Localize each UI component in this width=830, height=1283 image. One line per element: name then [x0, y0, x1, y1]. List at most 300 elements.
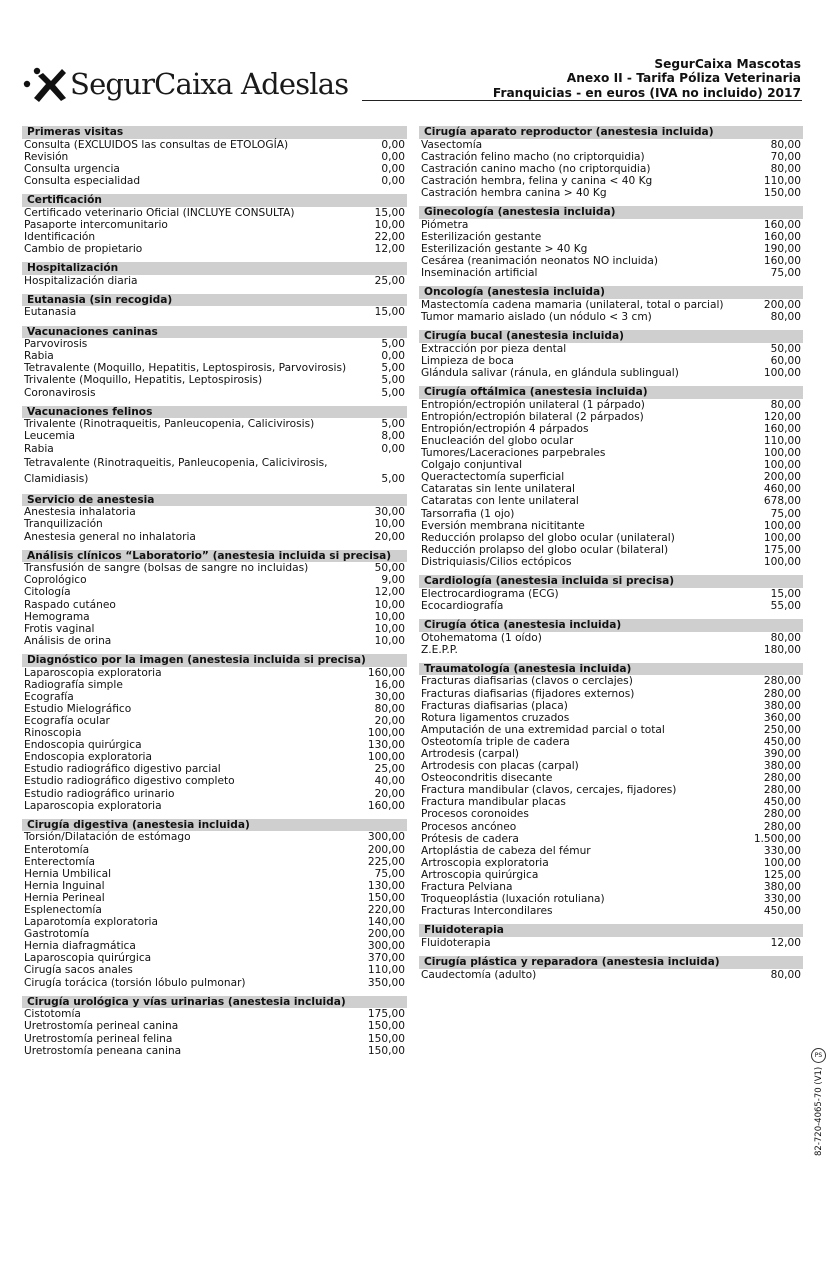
price-row: [419, 343, 803, 355]
procedure-price: 5,00: [381, 472, 405, 485]
procedure-name: Eversión membrana nicititante: [421, 519, 585, 532]
price-row: [419, 937, 803, 949]
price-row: [419, 845, 803, 857]
procedure-price: 5,00: [381, 374, 405, 387]
section-servicio-de-anestesia: [22, 494, 407, 543]
procedure-price: 370,00: [367, 952, 405, 965]
price-row: [419, 688, 803, 700]
procedure-price: 280,00: [763, 820, 801, 833]
procedure-price: 300,00: [367, 831, 405, 844]
price-row: [22, 362, 407, 374]
procedure-name: Esterilización gestante: [421, 230, 542, 243]
procedure-name: Mastectomía cadena mamaria (unilateral, total o parcial): [421, 298, 724, 311]
procedure-price: 100,00: [367, 727, 405, 740]
section-cirugia-digestiva-anestesia-incluida: [22, 819, 407, 989]
procedure-name: Queractectomía superficial: [421, 471, 565, 484]
procedure-name: Frotis vaginal: [24, 622, 95, 635]
price-row: [22, 518, 407, 530]
right-column: [419, 126, 803, 988]
procedure-price: 150,00: [367, 1044, 405, 1057]
procedure-name: Laparoscopia exploratoria: [24, 799, 162, 812]
procedure-price: 175,00: [367, 1008, 405, 1021]
price-row: [419, 508, 803, 520]
price-row: [22, 667, 407, 679]
procedure-price: 225,00: [367, 855, 405, 868]
procedure-name: Hospitalización diaria: [24, 274, 138, 287]
procedure-name: Procesos coronoides: [421, 808, 529, 821]
procedure-name: Fractura Pelviana: [421, 881, 513, 893]
price-row: [419, 471, 803, 483]
procedure-price: 250,00: [763, 723, 801, 736]
price-row: [419, 219, 803, 231]
procedure-name: Parvovirosis: [24, 338, 88, 351]
price-row: [22, 611, 407, 623]
procedure-name: Fracturas diafisarias (fijadores externos): [421, 687, 635, 700]
price-row: [419, 736, 803, 748]
price-row: [419, 175, 803, 187]
procedure-price: 10,00: [374, 218, 405, 231]
price-row: [22, 739, 407, 751]
procedure-name: Fractura mandibular (clavos, cercajes, fijadores): [421, 784, 677, 797]
procedure-price: 5,00: [381, 418, 405, 431]
procedure-name: Amputación de una extremidad parcial o total: [421, 723, 665, 736]
procedure-name: Certificado veterinario Oficial (INCLUYE CONSULTA): [24, 206, 295, 219]
section-certificacion: [22, 194, 407, 255]
procedure-name: Artrodesis con placas (carpal): [421, 760, 579, 773]
price-row: [419, 644, 803, 656]
procedure-name: Z.E.P.P.: [421, 643, 458, 656]
procedure-price: 0,00: [381, 162, 405, 175]
price-row: [22, 904, 407, 916]
procedure-name: Consulta (EXCLUIDOS las consultas de ETOLOGÍA): [24, 138, 289, 151]
price-row: [22, 275, 407, 287]
procedure-name: Anestesia inhalatoria: [24, 506, 136, 519]
price-row: [22, 175, 407, 187]
procedure-name: Citología: [24, 586, 71, 599]
procedure-name: Uretrostomía perineal felina: [24, 1032, 173, 1045]
procedure-name: Otohematoma (1 oído): [421, 631, 542, 644]
price-row: [22, 306, 407, 318]
price-row: [22, 679, 407, 691]
price-row: [419, 760, 803, 772]
procedure-name: Artrodesis (carpal): [421, 747, 520, 760]
procedure-name: Fractura mandibular placas: [421, 796, 566, 809]
procedure-price: 110,00: [763, 174, 801, 187]
procedure-price: 15,00: [374, 206, 405, 219]
price-row: [22, 952, 407, 964]
procedure-price: 20,00: [374, 715, 405, 727]
price-row: [22, 727, 407, 739]
procedure-price: 40,00: [374, 775, 405, 788]
section-title: Vacunaciones caninas: [22, 326, 407, 339]
procedure-name: Osteotomía triple de cadera: [421, 735, 570, 748]
procedure-price: 0,00: [381, 442, 405, 455]
procedure-name: Cirugía torácica (torsión lóbulo pulmonar): [24, 976, 246, 989]
procedure-name: Distriquiasis/Cilios ectópicos: [421, 555, 572, 568]
procedure-name: Artroscopia exploratoria: [421, 856, 549, 869]
procedure-price: 20,00: [374, 787, 405, 800]
section-title: Fluidoterapia: [419, 924, 803, 937]
procedure-price: 8,00: [381, 430, 405, 443]
procedure-name: Cataratas sin lente unilateral: [421, 483, 575, 496]
procedure-price: 175,00: [763, 543, 801, 556]
procedure-name: Uretrostomía peneana canina: [24, 1044, 182, 1057]
procedure-price: 100,00: [367, 751, 405, 764]
procedure-price: 125,00: [763, 868, 801, 881]
procedure-price: 10,00: [374, 622, 405, 635]
procedure-name: Reducción prolapso del globo ocular (unilateral): [421, 531, 675, 544]
procedure-name: Laparotomía exploratoria: [24, 916, 158, 929]
price-row: [22, 977, 407, 989]
price-row: [419, 784, 803, 796]
price-row: [22, 788, 407, 800]
price-row: [22, 751, 407, 763]
section-title: Eutanasia (sin recogida): [22, 294, 407, 307]
procedure-name: Fracturas diafisarias (placa): [421, 699, 568, 712]
header-annex: Anexo II - Tarifa Póliza Veterinaria: [566, 71, 801, 86]
procedure-price: 20,00: [374, 530, 405, 543]
procedure-name: Trivalente (Rinotraqueitis, Panleucopenia, Calicivirosis): [24, 418, 315, 431]
procedure-price: 150,00: [367, 1032, 405, 1045]
procedure-price: 55,00: [770, 599, 801, 612]
price-row: [419, 163, 803, 175]
price-row: [22, 1033, 407, 1045]
procedure-name: Hernia Inguinal: [24, 879, 105, 892]
procedure-price: 15,00: [374, 306, 405, 319]
section-title: Servicio de anestesia: [22, 494, 407, 507]
price-row: [22, 338, 407, 350]
section-title: Oncología (anestesia incluida): [419, 286, 803, 299]
procedure-name: Endoscopia exploratoria: [24, 751, 152, 764]
price-row: [419, 857, 803, 869]
procedure-name: Ecografía: [24, 690, 74, 703]
section-title: Cirugía urológica y vías urinarias (anestesia incluida): [22, 996, 407, 1009]
section-title: Diagnóstico por la imagen (anestesia incluida si precisa): [22, 654, 407, 667]
procedure-price: 80,00: [770, 631, 801, 644]
section-title: Cirugía bucal (anestesia incluida): [419, 330, 803, 343]
procedure-name: Troqueoplástia (luxación rotuliana): [421, 893, 605, 906]
price-row: [419, 632, 803, 644]
procedure-price: 0,00: [381, 150, 405, 163]
price-row: [419, 435, 803, 447]
price-row: [22, 418, 407, 430]
procedure-name: Tetravalente (Rinotraqueitis, Panleucopenia, Calicivirosis, Clamidiasis): [24, 456, 328, 485]
procedure-name: Tetravalente (Moquillo, Hepatitis, Leptospirosis, Parvovirosis): [24, 362, 347, 375]
procedure-price: 280,00: [763, 675, 801, 688]
brand-logo: [22, 64, 348, 104]
procedure-name: Consulta especialidad: [24, 174, 141, 187]
header-subtitle: Franquicias - en euros (IVA no incluido) 2017: [492, 85, 801, 100]
price-row: [419, 411, 803, 423]
procedure-price: 80,00: [374, 702, 405, 715]
price-row: [419, 893, 803, 905]
procedure-price: 110,00: [763, 434, 801, 447]
section-cardiologia-anestesia-incluida-si-precis: [419, 575, 803, 612]
procedure-name: Piómetra: [421, 218, 469, 231]
section-title: Primeras visitas: [22, 126, 407, 139]
section-vacunaciones-felinos: [22, 406, 407, 487]
procedure-price: 70,00: [770, 150, 801, 163]
procedure-price: 75,00: [770, 507, 801, 520]
procedure-price: 160,00: [367, 799, 405, 812]
section-cirugia-plastica-y-reparadora-anestesia-: [419, 956, 803, 981]
procedure-name: Cirugía sacos anales: [24, 964, 133, 977]
procedure-price: 10,00: [374, 598, 405, 611]
procedure-price: 360,00: [763, 711, 801, 724]
procedure-price: 200,00: [763, 471, 801, 484]
price-row: [419, 675, 803, 687]
procedure-name: Extracción por pieza dental: [421, 342, 567, 355]
price-row: [419, 833, 803, 845]
procedure-name: Rotura ligamentos cruzados: [421, 711, 570, 724]
procedure-name: Fracturas Intercondilares: [421, 905, 553, 918]
procedure-name: Artoplástia de cabeza del fémur: [421, 844, 591, 857]
procedure-price: 160,00: [763, 254, 801, 267]
price-row: [419, 905, 803, 917]
price-row: [419, 255, 803, 267]
procedure-name: Coronavirosis: [24, 386, 96, 399]
price-row: [22, 800, 407, 812]
price-row: [419, 869, 803, 881]
procedure-price: 450,00: [763, 735, 801, 748]
procedure-price: 460,00: [763, 483, 801, 496]
price-row: [419, 139, 803, 151]
procedure-name: Glándula salivar (ránula, en glándula sublingual): [421, 366, 679, 379]
procedure-price: 330,00: [763, 844, 801, 857]
procedure-price: 50,00: [770, 342, 801, 355]
procedure-name: Hernia Umbilical: [24, 867, 112, 880]
procedure-name: Artroscopia quirúrgica: [421, 868, 539, 881]
procedure-name: Enucleación del globo ocular: [421, 434, 574, 447]
procedure-price: 380,00: [763, 760, 801, 773]
price-row: [22, 586, 407, 598]
procedure-price: 150,00: [367, 891, 405, 904]
price-row: [419, 724, 803, 736]
procedure-price: 160,00: [763, 218, 801, 231]
price-row: [22, 1008, 407, 1020]
procedure-name: Radiografía simple: [24, 678, 123, 691]
procedure-name: Rinoscopia: [24, 727, 82, 740]
section-title: Análisis clínicos “Laboratorio” (anestesia incluida si precisa): [22, 550, 407, 563]
procedure-price: 80,00: [770, 310, 801, 323]
procedure-name: Anestesia general no inhalatoria: [24, 530, 196, 543]
procedure-price: 280,00: [763, 808, 801, 821]
price-row: [22, 880, 407, 892]
procedure-name: Análisis de orina: [24, 634, 112, 647]
procedure-name: Raspado cutáneo: [24, 598, 116, 611]
procedure-price: 75,00: [374, 867, 405, 880]
price-row: [22, 231, 407, 243]
price-row: [22, 455, 407, 487]
section-cirugia-bucal-anestesia-incluida: [419, 330, 803, 379]
price-row: [22, 163, 407, 175]
price-row: [419, 821, 803, 833]
procedure-price: 0,00: [381, 174, 405, 187]
procedure-price: 1.500,00: [753, 832, 801, 845]
price-row: [22, 831, 407, 843]
procedure-price: 390,00: [763, 747, 801, 760]
price-row: [22, 691, 407, 703]
section-title: Cirugía oftálmica (anestesia incluida): [419, 386, 803, 399]
price-row: [22, 844, 407, 856]
procedure-name: Osteocondritis disecante: [421, 772, 553, 785]
procedure-name: Ecografía ocular: [24, 715, 110, 727]
procedure-price: 0,00: [381, 138, 405, 151]
procedure-name: Fluidoterapia: [421, 936, 491, 949]
procedure-price: 330,00: [763, 893, 801, 906]
procedure-name: Gastrotomía: [24, 928, 90, 941]
procedure-name: Tarsorrafia (1 ojo): [421, 507, 515, 520]
price-row: [22, 775, 407, 787]
procedure-name: Entropión/ectropión 4 párpados: [421, 422, 589, 435]
procedure-price: 130,00: [367, 739, 405, 752]
procedure-name: Cesárea (reanimación neonatos NO incluida): [421, 254, 658, 267]
procedure-price: 140,00: [367, 916, 405, 929]
price-row: [22, 151, 407, 163]
section-vacunaciones-caninas: [22, 326, 407, 399]
procedure-price: 350,00: [367, 976, 405, 989]
document-code-text: 82-720-4065-70 (V1): [813, 1066, 824, 1156]
price-row: [419, 712, 803, 724]
document-header: [493, 57, 801, 100]
procedure-name: Uretrostomía perineal canina: [24, 1020, 179, 1033]
section-fluidoterapia: [419, 924, 803, 949]
section-title: Cirugía ótica (anestesia incluida): [419, 619, 803, 632]
procedure-price: 12,00: [770, 936, 801, 949]
procedure-name: Hemograma: [24, 610, 90, 623]
price-row: [419, 808, 803, 820]
procedure-price: 280,00: [763, 784, 801, 797]
price-row: [419, 299, 803, 311]
procedure-price: 5,00: [381, 338, 405, 351]
price-row: [22, 139, 407, 151]
procedure-name: Torsión/Dilatación de estómago: [24, 831, 191, 844]
price-row: [419, 267, 803, 279]
procedure-name: Esplenectomía: [24, 904, 102, 916]
section-title: Ginecología (anestesia incluida): [419, 206, 803, 219]
procedure-price: 80,00: [770, 138, 801, 151]
procedure-price: 5,00: [381, 386, 405, 399]
procedure-name: Procesos ancóneo: [421, 820, 517, 833]
procedure-name: Caudectomía (adulto): [421, 968, 537, 981]
price-row: [419, 399, 803, 411]
procedure-price: 190,00: [763, 242, 801, 255]
price-row: [419, 355, 803, 367]
price-row: [22, 599, 407, 611]
procedure-name: Cistotomía: [24, 1008, 81, 1021]
price-row: [22, 531, 407, 543]
price-row: [22, 443, 407, 455]
section-title: Traumatología (anestesia incluida): [419, 663, 803, 676]
procedure-price: 15,00: [770, 587, 801, 600]
procedure-price: 25,00: [374, 274, 405, 287]
price-row: [419, 520, 803, 532]
price-row: [419, 600, 803, 612]
price-row: [22, 856, 407, 868]
procedure-name: Revisión: [24, 150, 69, 163]
procedure-name: Fracturas diafisarias (clavos o cerclajes): [421, 675, 633, 688]
procedure-name: Tumor mamario aislado (un nódulo < 3 cm): [421, 310, 652, 323]
procedure-price: 130,00: [367, 879, 405, 892]
procedure-price: 10,00: [374, 634, 405, 647]
procedure-price: 678,00: [763, 495, 801, 508]
section-traumatologia-anestesia-incluida: [419, 663, 803, 917]
procedure-price: 22,00: [374, 230, 405, 243]
price-row: [419, 881, 803, 893]
procedure-name: Laparoscopia exploratoria: [24, 666, 162, 679]
procedure-price: 380,00: [763, 881, 801, 893]
section-title: Cardiología (anestesia incluida si precisa): [419, 575, 803, 588]
procedure-price: 16,00: [374, 678, 405, 691]
procedure-price: 100,00: [763, 447, 801, 460]
procedure-price: 75,00: [770, 267, 801, 280]
procedure-price: 280,00: [763, 687, 801, 700]
section-primeras-visitas: [22, 126, 407, 187]
procedure-name: Castración hembra, felina y canina < 40 Kg: [421, 174, 653, 187]
price-row: [22, 623, 407, 635]
ps-badge-icon: PS: [811, 1048, 826, 1063]
section-diagnostico-por-la-imagen-anestesia-incl: [22, 654, 407, 812]
price-row: [22, 219, 407, 231]
procedure-price: 5,00: [381, 362, 405, 375]
section-title: Certificación: [22, 194, 407, 207]
procedure-price: 30,00: [374, 506, 405, 519]
price-row: [419, 483, 803, 495]
procedure-name: Cambio de propietario: [24, 242, 143, 255]
price-row: [22, 928, 407, 940]
price-row: [419, 447, 803, 459]
procedure-name: Leucemia: [24, 430, 76, 443]
price-row: [22, 892, 407, 904]
document-code: [811, 1048, 826, 1156]
price-row: [419, 151, 803, 163]
section-cirugia-otica-anestesia-incluida: [419, 619, 803, 656]
price-row: [419, 556, 803, 568]
procedure-name: Hernia diafragmática: [24, 940, 136, 953]
procedure-price: 180,00: [763, 643, 801, 656]
procedure-name: Hernia Perineal: [24, 891, 105, 904]
price-row: [419, 700, 803, 712]
procedure-name: Rabia: [24, 442, 54, 455]
procedure-price: 80,00: [770, 162, 801, 175]
section-title: Cirugía plástica y reparadora (anestesia incluida): [419, 956, 803, 969]
procedure-name: Transfusión de sangre (bolsas de sangre no incluidas): [24, 562, 309, 575]
procedure-name: Enterectomía: [24, 855, 95, 868]
procedure-price: 110,00: [367, 964, 405, 977]
procedure-name: Identificación: [24, 230, 96, 243]
procedure-price: 30,00: [374, 690, 405, 703]
procedure-price: 12,00: [374, 586, 405, 599]
procedure-name: Cataratas con lente unilateral: [421, 495, 579, 508]
procedure-name: Eutanasia: [24, 306, 77, 319]
price-row: [419, 231, 803, 243]
price-row: [22, 350, 407, 362]
procedure-price: 0,00: [381, 350, 405, 363]
procedure-name: Estudio radiográfico digestivo parcial: [24, 763, 221, 776]
procedure-price: 450,00: [763, 796, 801, 809]
section-analisis-clinicos-laboratorio-anestesia-: [22, 550, 407, 647]
procedure-price: 280,00: [763, 772, 801, 785]
price-row: [22, 1020, 407, 1032]
price-row: [419, 311, 803, 323]
procedure-name: Vasectomía: [421, 138, 483, 151]
price-row: [419, 544, 803, 556]
price-row: [22, 940, 407, 952]
header-rule: [362, 100, 802, 101]
procedure-name: Estudio radiográfico urinario: [24, 787, 175, 800]
section-cirugia-aparato-reproductor-anestesia-in: [419, 126, 803, 199]
procedure-name: Castración felino macho (no criptorquidia): [421, 150, 645, 163]
